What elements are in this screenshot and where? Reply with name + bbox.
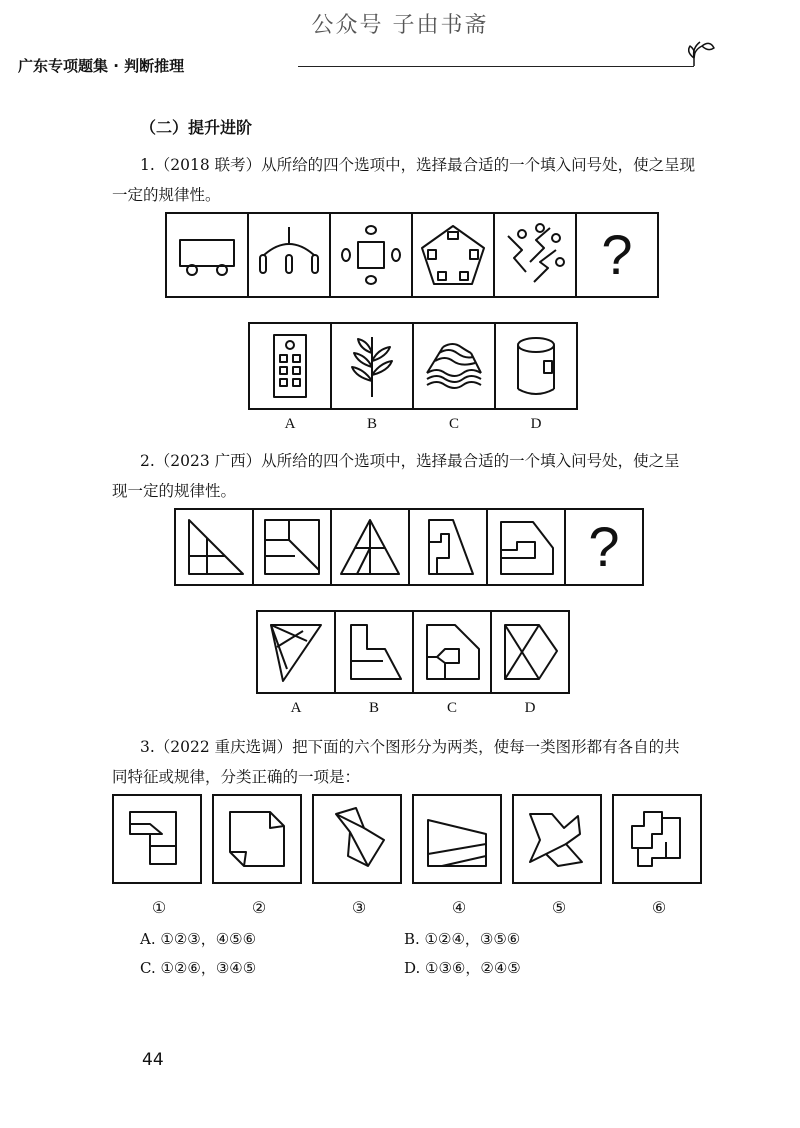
q3-text-line2: 同特征或规律，分类正确的一项是： bbox=[112, 768, 361, 786]
q2-question-mark-cell bbox=[564, 508, 644, 586]
q3-figure-6 bbox=[612, 794, 702, 884]
q3-figure-3-label: ③ bbox=[351, 898, 367, 917]
q2-text-line2: 现一定的规律性。 bbox=[112, 482, 237, 500]
q1-text-line1: 1.（2018 联考）从所给的四个选项中，选择最合适的一个填入问号处，使之呈现 bbox=[140, 156, 696, 174]
q1-option-c-figure[interactable] bbox=[412, 322, 496, 410]
q1-figure-2 bbox=[247, 212, 331, 298]
q1-figure-3 bbox=[329, 212, 413, 298]
q2-figure-2 bbox=[252, 508, 332, 586]
q2-figure-5 bbox=[486, 508, 566, 586]
q1-option-d-label: D bbox=[530, 416, 542, 432]
book-header-title: 广东专项题集 · 判断推理 bbox=[18, 57, 185, 75]
q1-options-strip bbox=[248, 322, 578, 410]
page-number: 44 bbox=[142, 1050, 164, 1070]
q1-option-b-label: B bbox=[366, 416, 377, 432]
q3-answer-c[interactable]: C. ①②⑥，③④⑤ bbox=[140, 959, 257, 977]
q1-option-b-figure[interactable] bbox=[330, 322, 414, 410]
q3-figure-4-label: ④ bbox=[451, 898, 467, 917]
q1-question-mark-cell bbox=[575, 212, 659, 298]
q2-option-d-label: D bbox=[524, 700, 536, 716]
watermark-text: 公众号 子由书斋 bbox=[311, 13, 489, 38]
q3-figure-2 bbox=[212, 794, 302, 884]
sprout-icon bbox=[688, 38, 718, 72]
q1-figure-4 bbox=[411, 212, 495, 298]
q2-option-c-label: C bbox=[446, 700, 457, 716]
q2-text-line1: 2.（2023 广西）从所给的四个选项中，选择最合适的一个填入问号处，使之呈 bbox=[140, 452, 680, 470]
q2-option-d-figure[interactable] bbox=[490, 610, 570, 694]
q2-figure-1 bbox=[174, 508, 254, 586]
q2-option-c-figure[interactable] bbox=[412, 610, 492, 694]
q3-answer-a[interactable]: A. ①②③，④⑤⑥ bbox=[140, 930, 257, 948]
q2-question-mark: ? bbox=[588, 515, 620, 578]
q1-option-a-figure[interactable] bbox=[248, 322, 332, 410]
q3-answer-d[interactable]: D. ①③⑥，②④⑤ bbox=[404, 959, 521, 977]
section-title: （二）提升进阶 bbox=[140, 118, 253, 137]
q1-option-c-label: C bbox=[448, 416, 459, 432]
q1-figure-1 bbox=[165, 212, 249, 298]
q3-answer-b[interactable]: B. ①②④，③⑤⑥ bbox=[404, 930, 521, 948]
q2-option-b-label: B bbox=[368, 700, 379, 716]
q2-figure-4 bbox=[408, 508, 488, 586]
q1-text-line2: 一定的规律性。 bbox=[112, 186, 221, 204]
q3-figure-2-label: ② bbox=[251, 898, 267, 917]
q3-figure-3 bbox=[312, 794, 402, 884]
q2-option-a-label: A bbox=[290, 700, 302, 716]
q3-figure-5-label: ⑤ bbox=[551, 898, 567, 917]
q2-options-strip bbox=[256, 610, 570, 694]
q2-option-a-figure[interactable] bbox=[256, 610, 336, 694]
q1-option-a-label: A bbox=[284, 416, 296, 432]
q1-figure-5 bbox=[493, 212, 577, 298]
q2-option-b-figure[interactable] bbox=[334, 610, 414, 694]
q1-question-strip bbox=[165, 212, 659, 298]
q2-question-strip bbox=[174, 508, 644, 586]
q1-question-mark: ? bbox=[601, 223, 633, 286]
q3-figure-1 bbox=[112, 794, 202, 884]
q1-option-d-figure[interactable] bbox=[494, 322, 578, 410]
q3-figure-6-label: ⑥ bbox=[651, 898, 667, 917]
header-rule bbox=[298, 66, 694, 67]
q3-figure-5 bbox=[512, 794, 602, 884]
q3-figure-4 bbox=[412, 794, 502, 884]
q2-figure-3 bbox=[330, 508, 410, 586]
q3-figure-1-label: ① bbox=[151, 898, 167, 917]
q3-text-line1: 3.（2022 重庆选调）把下面的六个图形分为两类，使每一类图形都有各自的共 bbox=[140, 738, 680, 756]
